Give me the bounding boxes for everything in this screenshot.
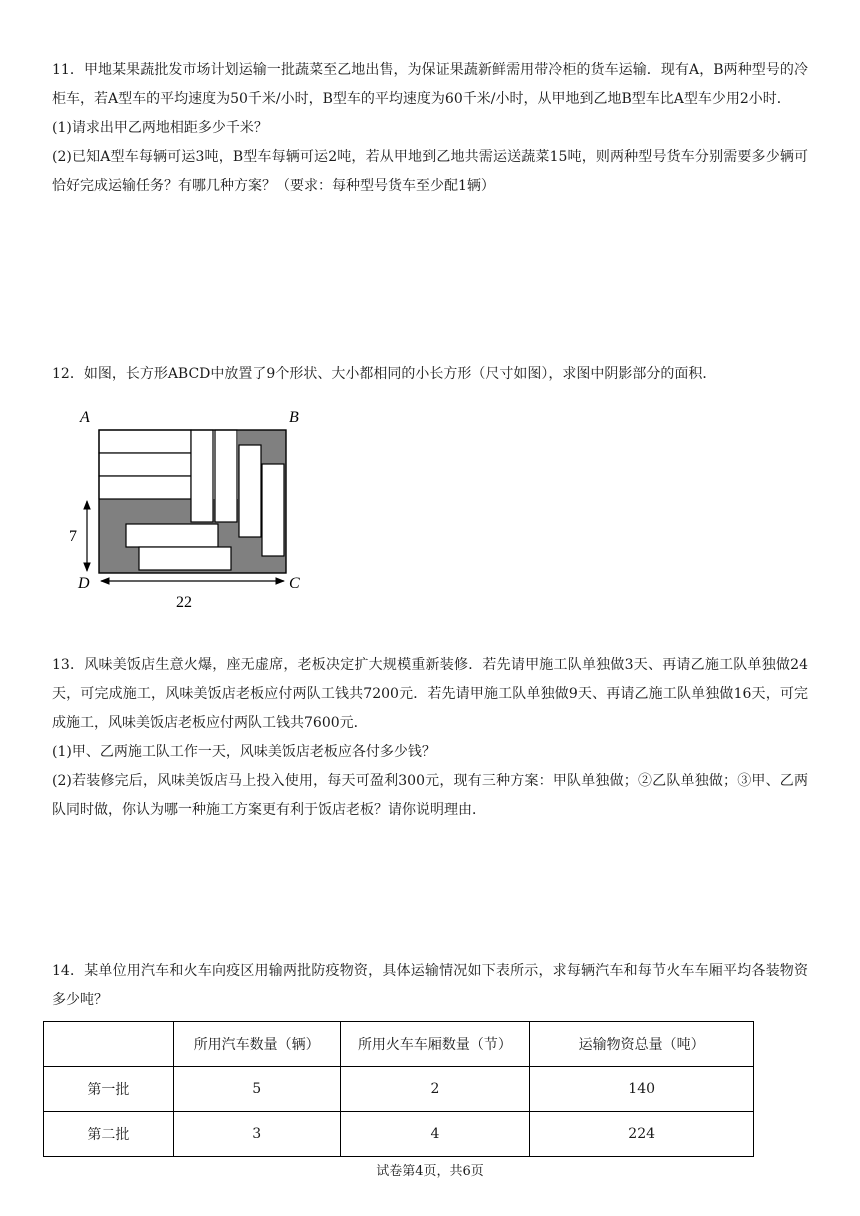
table-header-row bbox=[44, 1022, 754, 1067]
small-rectangle bbox=[99, 476, 191, 499]
question-11 bbox=[52, 56, 808, 201]
small-rectangle bbox=[215, 430, 237, 522]
label-c: C bbox=[289, 575, 300, 592]
height-label: 7 bbox=[69, 528, 77, 545]
page-footer: 试卷第4页，共6页 bbox=[376, 1164, 484, 1179]
table-cell: 3 bbox=[173, 1112, 340, 1157]
width-label: 22 bbox=[176, 594, 192, 611]
rectangle-diagram bbox=[60, 400, 320, 615]
table-header-cell: 运输物资总量（吨） bbox=[530, 1022, 754, 1067]
table-cell: 第一批 bbox=[44, 1067, 174, 1112]
table-cell: 5 bbox=[173, 1067, 340, 1112]
rectangle-figure bbox=[60, 400, 320, 615]
question-11-part-1: (1)请求出甲乙两地相距多少千米？ bbox=[52, 120, 268, 136]
small-rectangle bbox=[239, 445, 261, 537]
question-14 bbox=[52, 957, 808, 1015]
small-rectangle bbox=[191, 430, 213, 522]
table-cell: 2 bbox=[340, 1067, 530, 1112]
table-header-cell bbox=[44, 1022, 174, 1067]
table-row bbox=[44, 1112, 754, 1157]
small-rectangle bbox=[126, 524, 218, 547]
table-cell: 224 bbox=[530, 1112, 754, 1157]
transport-table bbox=[43, 1021, 754, 1157]
small-rectangle bbox=[99, 453, 191, 476]
question-12-stem: 12．如图，长方形ABCD中放置了9个形状、大小都相同的小长方形（尺寸如图），求图中阴影部分的面积． bbox=[52, 366, 717, 382]
label-d: D bbox=[78, 575, 90, 592]
question-13-part-1: (1)甲、乙两施工队工作一天，风味美饭店老板应各付多少钱？ bbox=[52, 744, 436, 760]
table-cell: 4 bbox=[340, 1112, 530, 1157]
table-cell: 140 bbox=[530, 1067, 754, 1112]
small-rectangle bbox=[262, 464, 284, 556]
question-11-part-2: (2)已知A型车每辆可运3吨，B型车每辆可运2吨，若从甲地到乙地共需运送蔬菜15吨，则两种型号货车分别需要多少辆可恰好完成运输任务？有哪几种方案？（要求：每种型号货车至少配1辆） bbox=[52, 149, 808, 194]
small-rectangle bbox=[139, 547, 231, 570]
question-13 bbox=[52, 651, 808, 825]
table-header-cell: 所用汽车数量（辆） bbox=[173, 1022, 340, 1067]
table-row bbox=[44, 1067, 754, 1112]
question-12 bbox=[52, 360, 808, 389]
question-13-stem: 13．风味美饭店生意火爆，座无虚席，老板决定扩大规模重新装修．若先请甲施工队单独做3天、再请乙施工队单独做24天，可完成施工，风味美饭店老板应付两队工钱共7200元．若先请甲施工队单独做9天、再请乙施工队单独做16天，可完成施工，风味美饭店老板应付两队工钱共7600元． bbox=[52, 657, 808, 731]
question-13-part-2: (2)若装修完后，风味美饭店马上投入使用，每天可盈利300元，现有三种方案：甲队单独做；②乙队单独做；③甲、乙两队同时做，你认为哪一种施工方案更有利于饭店老板？请你说明理由． bbox=[52, 773, 808, 818]
question-11-stem: 11．甲地某果蔬批发市场计划运输一批蔬菜至乙地出售，为保证果蔬新鲜需用带冷柜的货车运输．现有A，B两种型号的冷柜车，若A型车的平均速度为50千米/小时，B型车的平均速度为60千米/小时，从甲地到乙地B型车比A型车少用2小时． bbox=[52, 62, 808, 107]
table-header-cell: 所用火车车厢数量（节） bbox=[340, 1022, 530, 1067]
table-cell: 第二批 bbox=[44, 1112, 174, 1157]
question-14-stem: 14．某单位用汽车和火车向疫区用输两批防疫物资，具体运输情况如下表所示，求每辆汽车和每节火车车厢平均各装物资多少吨？ bbox=[52, 963, 808, 1008]
small-rectangle bbox=[99, 430, 191, 453]
label-b: B bbox=[289, 409, 299, 426]
label-a: A bbox=[80, 409, 90, 426]
